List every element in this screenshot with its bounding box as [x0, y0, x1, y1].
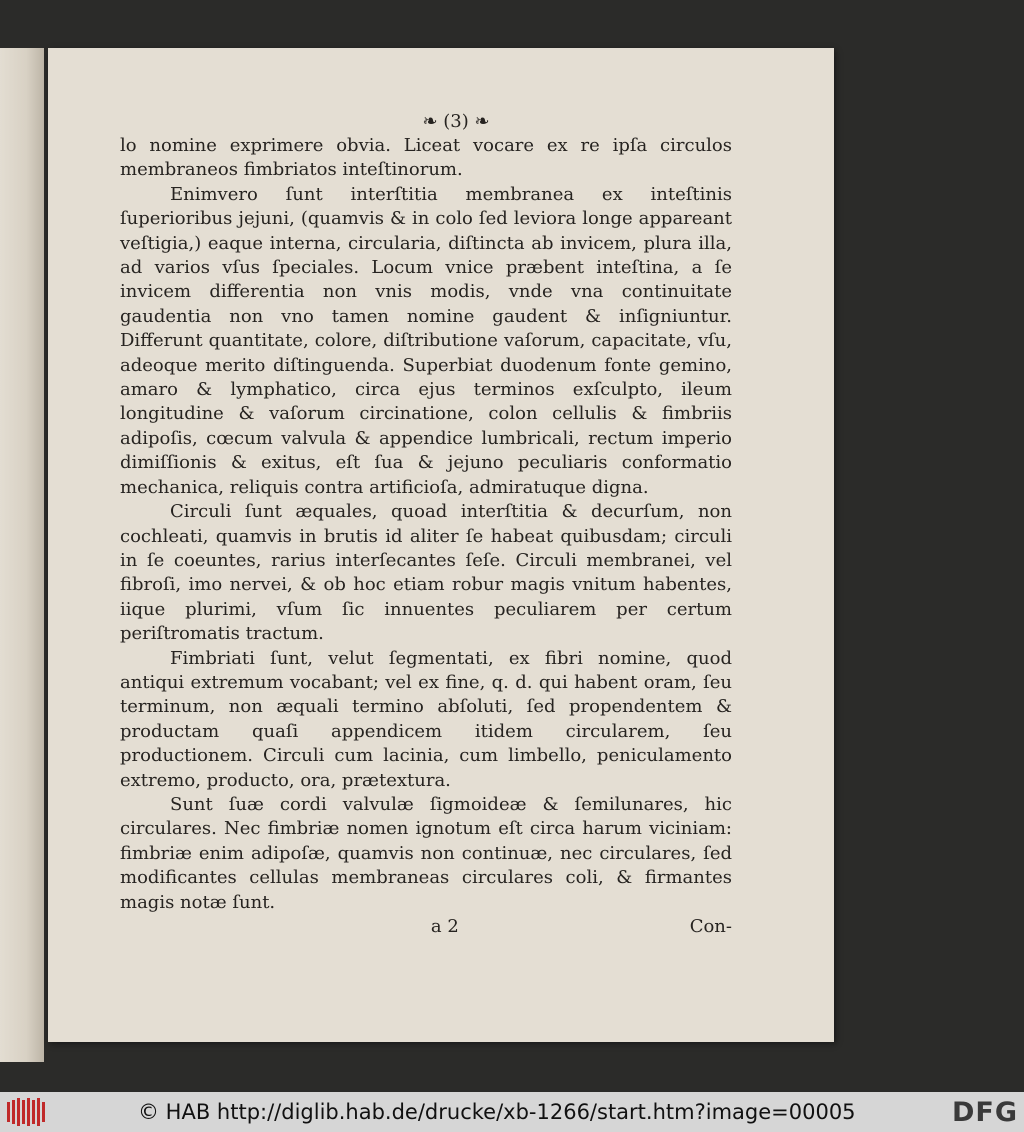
- book-page: [48, 48, 834, 1042]
- copyright-url[interactable]: © HAB http://diglib.hab.de/drucke/xb-1266/start.htm?image=00005: [138, 1100, 856, 1124]
- paragraph-4: Fimbriati ſunt, velut ſegmentati, ex fibri nomine, quod antiqui extremum vocabant; vel ex fine, q. d. qui habent oram, ſeu terminum, non æquali termino abſoluti, ſed propendentem & productam quaſi appendicem itidem circularem, ſeu productionem. Circuli cum lacinia, cum limbello, peniculamento extremo, producto, ora, prætextura.: [120, 647, 732, 791]
- dfg-logo: DFG: [951, 1097, 1018, 1128]
- paragraph-3: Circuli ſunt æquales, quoad interſtitia & decurſum, non cochleati, quamvis in brutis id aliter ſe habeat quibusdam; circuli in ſe coeuntes, rarius interſecantes ſeſe. Circuli membranei, vel fibroſi, imo nervei, & ob hoc etiam robur magis vnitum habentes, iique plurimi, vſum ſic innuentes peculiarem per certum periſtromatis tractum.: [120, 501, 732, 645]
- signature-mark: a 2: [430, 916, 459, 937]
- catchword: Con-: [689, 916, 732, 937]
- paragraph-1: lo nomine exprimere obvia. Liceat vocare ex re ipſa circulos membraneos fimbriatos inteſtinorum.: [120, 135, 732, 181]
- page-text-block: [120, 110, 732, 939]
- footer-bar: [0, 1092, 1024, 1132]
- signature-line: [120, 915, 732, 939]
- page-number-header: ❧ (3) ❧: [422, 111, 490, 132]
- paragraph-5: Sunt ſuæ cordi valvulæ ſigmoideæ & ſemilunares, hic circulares. Nec fimbriæ nomen ignotum eſt circa harum viciniam: fimbriæ enim adipoſæ, quamvis non continuæ, nec circulares, ſed modificantes cellulas membraneas circulares coli, & firmantes magis notæ ſunt.: [120, 793, 732, 913]
- facing-page-edge: [0, 48, 44, 1062]
- hab-logo-icon: [6, 1096, 46, 1128]
- paragraph-2: Enimvero ſunt interſtitia membranea ex inteſtinis ſuperioribus jejuni, (quamvis & in colo ſed leviora longe appareant veſtigia,) eaque interna, circularia, diſtincta ab invicem, plura illa, ad varios vſus ſpeciales. Locum vnice præbent inteſtina, a ſe invicem differentia non vnis modis, vnde vna continuitate gaudentia non vno tamen nomine gaudent & inſigniuntur. Differunt quantitate, colore, diſtributione vaſorum, capacitate, vſu, adeoque merito diſtinguenda. Superbiat duodenum fonte gemino, amaro & lymphatico, circa ejus terminos exſculpto, ileum longitudine & vaſorum circinatione, colon cellulis & fimbriis adipoſis, cœcum valvula & appendice lumbricali, rectum imperio dimiſſionis & exitus, eſt ſua & jejuno peculiaris conformatio mechanica, reliquis contra artificioſa, admiratuque digna.: [120, 183, 732, 498]
